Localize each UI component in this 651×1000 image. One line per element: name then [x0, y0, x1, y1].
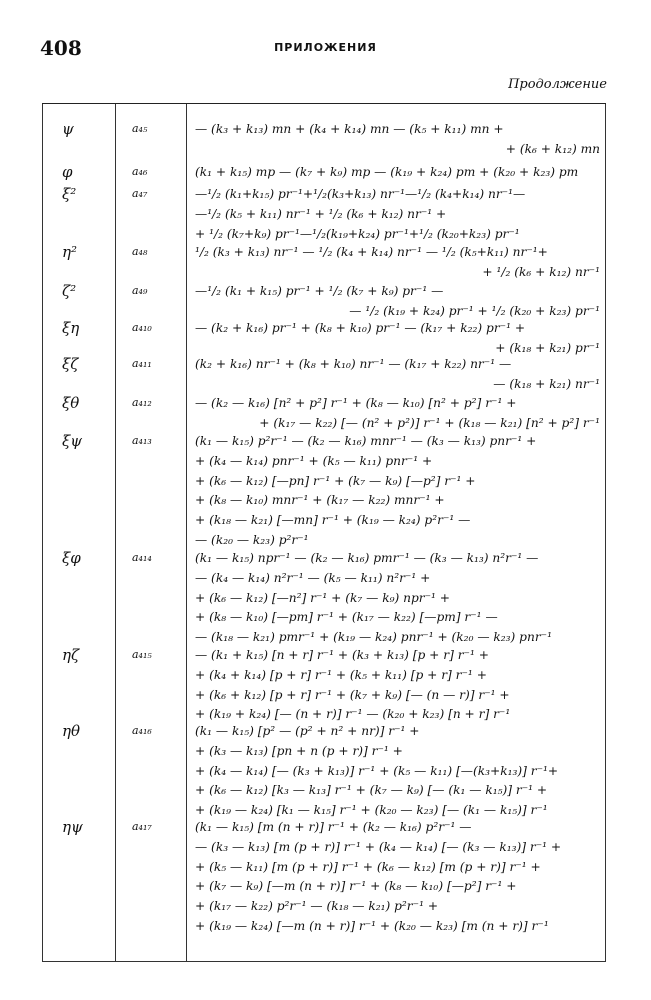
row-coefficient: a₄₁₃ — [132, 434, 152, 447]
formula-line: — (k₂₀ — k₂₃) p²r⁻¹ — [195, 532, 309, 547]
row-symbol: ψ — [62, 120, 74, 138]
table-border-left — [42, 104, 43, 962]
row-coefficient: a₄₁₀ — [132, 321, 152, 334]
formula-line: (k₁ + k₁₅) mp — (k₇ + k₉) mp — (k₁₉ + k₂₄) pm + (k₂₀ + k₂₃) pm — [195, 165, 579, 179]
formula-line: + ¹/₂ (k₆ + k₁₂) nr⁻¹ — [482, 264, 600, 279]
row-formula — [195, 722, 600, 821]
row-symbol: φ — [62, 163, 73, 181]
table-top-rule — [42, 103, 606, 104]
formula-line: + (k₆ — k₁₂) [—pn] r⁻¹ + (k₇ — k₉) [—p²] r⁻¹ + — [195, 473, 476, 488]
row-coefficient: a₄₇ — [132, 187, 148, 200]
formula-line: — (k₄ — k₁₄) n²r⁻¹ — (k₅ — k₁₁) n²r⁻¹ + — [195, 570, 431, 585]
row-symbol: ζ² — [62, 282, 77, 300]
formula-line: + (k₁₇ — k₂₂) [— (n² + p²)] r⁻¹ + (k₁₈ — k₂₁) [n² + p²] r⁻¹ — [259, 415, 600, 430]
formula-line: + (k₄ — k₁₄) pnr⁻¹ + (k₅ — k₁₁) pnr⁻¹ + — [195, 453, 433, 468]
formula-line: + (k₁₈ — k₂₁) [—mn] r⁻¹ + (k₁₉ — k₂₄) p²r⁻¹ — — [195, 513, 471, 528]
formula-line: + (k₅ — k₁₁) [m (p + r)] r⁻¹ + (k₆ — k₁₂) [m (p + r)] r⁻¹ + — [195, 859, 541, 874]
formula-line: (k₁ — k₁₅) p²r⁻¹ — (k₂ — k₁₆) mnr⁻¹ — (k₃ — k₁₃) pnr⁻¹ + — [195, 434, 537, 448]
row-formula — [195, 432, 600, 551]
formula-line: (k₁ — k₁₅) [m (n + r)] r⁻¹ + (k₂ — k₁₆) p²r⁻¹ — — [195, 820, 472, 834]
row-coefficient: a₄₁₁ — [132, 357, 152, 370]
row-symbol: ηψ — [62, 818, 83, 836]
row-coefficient: a₄₉ — [132, 284, 148, 297]
row-formula — [195, 646, 600, 725]
row-coefficient: a₄₁₂ — [132, 396, 152, 409]
row-formula — [195, 319, 600, 359]
formula-line: + (k₃ — k₁₃) [pn + n (p + r)] r⁻¹ + — [195, 743, 403, 758]
row-coefficient: a₄₆ — [132, 165, 148, 178]
row-symbol: ξψ — [62, 432, 83, 450]
row-coefficient: a₄₁₅ — [132, 648, 152, 661]
formula-line: + (k₁₈ + k₂₁) pr⁻¹ — [495, 340, 600, 355]
row-symbol: ξ² — [62, 185, 77, 203]
formula-line: — (k₂ — k₁₆) [n² + p²] r⁻¹ + (k₈ — k₁₀) [n² + p²] r⁻¹ + — [195, 396, 517, 410]
formula-line: — (k₁₈ — k₂₁) pmr⁻¹ + (k₁₉ — k₂₄) pnr⁻¹ + (k₂₀ — k₂₃) pnr⁻¹ — [195, 630, 552, 645]
formula-line: + (k₆ — k₁₂) [k₃ — k₁₃] r⁻¹ + (k₇ — k₉) [— (k₁ — k₁₅)] r⁻¹ + — [195, 783, 548, 798]
row-symbol: ξθ — [62, 394, 80, 412]
formula-line: — (k₂ + k₁₆) pr⁻¹ + (k₈ + k₁₀) pr⁻¹ — (k₁₇ + k₂₂) pr⁻¹ + — [195, 321, 526, 335]
formula-line: + (k₁₉ + k₂₄) [— (n + r)] r⁻¹ — (k₂₀ + k₂₃) [n + r] r⁻¹ — [195, 707, 511, 722]
row-coefficient: a₄₁₄ — [132, 551, 152, 564]
formula-line: — (k₁ + k₁₅) [n + r] r⁻¹ + (k₃ + k₁₃) [p + r] r⁻¹ + — [195, 648, 489, 662]
formula-line: + (k₁₇ — k₂₂) p²r⁻¹ — (k₁₈ — k₂₁) p²r⁻¹ + — [195, 899, 439, 914]
formula-line: + (k₄ + k₁₄) [p + r] r⁻¹ + (k₅ + k₁₁) [p + r] r⁻¹ + — [195, 667, 487, 682]
row-formula — [195, 282, 600, 322]
table-column-divider-2 — [186, 104, 187, 962]
row-coefficient: a₄₁₇ — [132, 820, 152, 833]
row-formula — [195, 549, 600, 648]
row-symbol: ξφ — [62, 549, 81, 567]
formula-line: —¹/₂ (k₁ + k₁₅) pr⁻¹ + ¹/₂ (k₇ + k₉) pr⁻¹ — — [195, 284, 444, 298]
row-symbol: ξη — [62, 319, 80, 337]
formula-line: (k₁ — k₁₅) [p² — (p² + n² + nr)] r⁻¹ + — [195, 724, 420, 738]
page-number: 408 — [40, 36, 82, 60]
row-symbol: ηζ — [62, 646, 80, 664]
table-border-right — [605, 104, 606, 962]
row-formula — [195, 120, 600, 160]
row-symbol: ηθ — [62, 722, 81, 740]
row-formula — [195, 243, 600, 283]
formula-line: + ¹/₂ (k₇+k₉) pr⁻¹—¹/₂(k₁₉+k₂₄) pr⁻¹+¹/₂ (k₂₀+k₂₃) pr⁻¹ — [195, 226, 520, 241]
row-coefficient: a₄₅ — [132, 122, 148, 135]
formula-line: + (k₁₉ — k₂₄) [—m (n + r)] r⁻¹ + (k₂₀ — k₂₃) [m (n + r)] r⁻¹ — [195, 918, 549, 933]
formula-line: + (k₁₉ — k₂₄) [k₁ — k₁₅] r⁻¹ + (k₂₀ — k₂₃) [— (k₁ — k₁₅)] r⁻¹ — [195, 803, 548, 818]
table-bottom-rule — [42, 961, 606, 962]
formula-line: + (k₆ — k₁₂) [—n²] r⁻¹ + (k₇ — k₉) npr⁻¹ + — [195, 590, 450, 605]
formula-line: — ¹/₂ (k₁₉ + k₂₄) pr⁻¹ + ¹/₂ (k₂₀ + k₂₃) pr⁻¹ — [349, 303, 600, 318]
row-symbol: η² — [62, 243, 77, 261]
formula-line: + (k₆ + k₁₂) mn — [505, 141, 600, 156]
continuation-label: Продолжение — [508, 77, 607, 92]
row-formula — [195, 394, 600, 434]
row-coefficient: a₄₈ — [132, 245, 148, 258]
running-title: ПРИЛОЖЕНИЯ — [274, 41, 377, 54]
row-formula — [195, 355, 600, 395]
formula-line: — (k₁₈ + k₂₁) nr⁻¹ — [493, 376, 600, 391]
formula-line: + (k₈ — k₁₀) mnr⁻¹ + (k₁₇ — k₂₂) mnr⁻¹ + — [195, 493, 445, 508]
formula-line: + (k₇ — k₉) [—m (n + r)] r⁻¹ + (k₈ — k₁₀) [—p²] r⁻¹ + — [195, 879, 517, 894]
formula-line: —¹/₂ (k₁+k₁₅) pr⁻¹+¹/₂(k₃+k₁₃) nr⁻¹—¹/₂ (k₄+k₁₄) nr⁻¹— — [195, 187, 526, 201]
formula-line: — (k₃ — k₁₃) [m (p + r)] r⁻¹ + (k₄ — k₁₄) [— (k₃ — k₁₃)] r⁻¹ + — [195, 839, 562, 854]
formula-line: (k₂ + k₁₆) nr⁻¹ + (k₈ + k₁₀) nr⁻¹ — (k₁₇ + k₂₂) nr⁻¹ — — [195, 357, 512, 371]
row-formula — [195, 163, 600, 183]
formula-line: ¹/₂ (k₃ + k₁₃) nr⁻¹ — ¹/₂ (k₄ + k₁₄) nr⁻¹ — ¹/₂ (k₅+k₁₁) nr⁻¹+ — [195, 245, 548, 259]
formula-line: (k₁ — k₁₅) npr⁻¹ — (k₂ — k₁₆) pmr⁻¹ — (k₃ — k₁₃) n²r⁻¹ — — [195, 551, 539, 565]
row-formula — [195, 185, 600, 244]
row-coefficient: a₄₁₆ — [132, 724, 152, 737]
row-symbol: ξζ — [62, 355, 79, 373]
formula-line: + (k₆ + k₁₂) [p + r] r⁻¹ + (k₇ + k₉) [— (n — r)] r⁻¹ + — [195, 687, 510, 702]
row-formula — [195, 818, 600, 937]
formula-line: + (k₈ — k₁₀) [—pm] r⁻¹ + (k₁₇ — k₂₂) [—pm] r⁻¹ — — [195, 610, 498, 625]
formula-line: —¹/₂ (k₅ + k₁₁) nr⁻¹ + ¹/₂ (k₆ + k₁₂) nr⁻¹ + — [195, 206, 447, 221]
formula-line: + (k₄ — k₁₄) [— (k₃ + k₁₃)] r⁻¹ + (k₅ — k₁₁) [—(k₃+k₁₃)] r⁻¹+ — [195, 763, 559, 778]
table-column-divider-1 — [115, 104, 116, 962]
formula-line: — (k₃ + k₁₃) mn + (k₄ + k₁₄) mn — (k₅ + k₁₁) mn + — [195, 122, 504, 136]
